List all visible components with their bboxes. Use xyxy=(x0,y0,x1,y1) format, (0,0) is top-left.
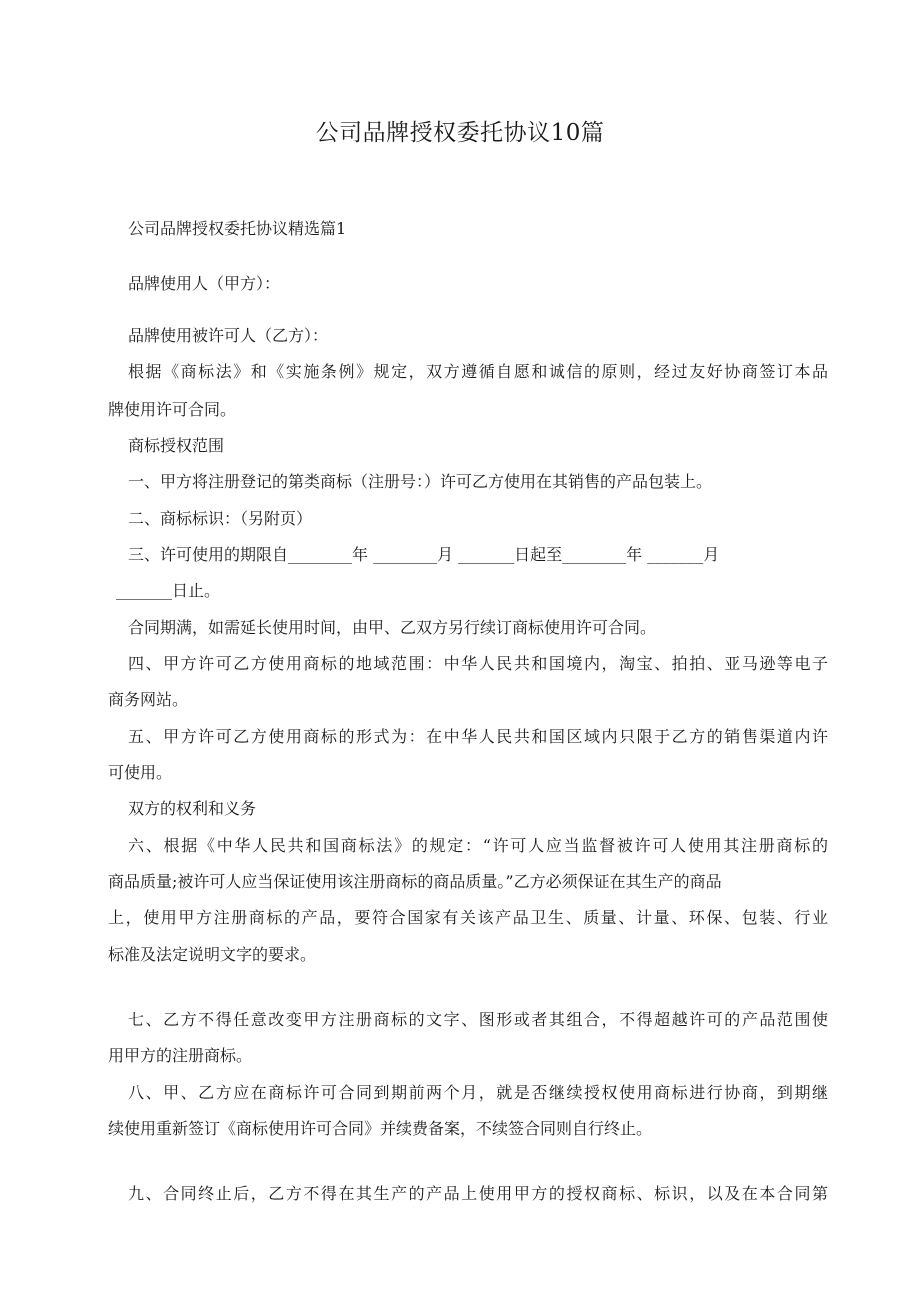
clause-5: 五、甲方许可乙方使用商标的形式为：在中华人民共和国区域内只限于乙方的销售渠道内许 xyxy=(128,727,828,746)
document-title: 公司品牌授权委托协议10篇 xyxy=(315,120,605,146)
clause-6-cont: 标准及法定说明文字的要求。 xyxy=(108,945,317,964)
subheading: 双方的权利和义务 xyxy=(128,799,257,818)
clause-8: 八、甲、乙方应在商标许可合同到期前两个月，就是否继续授权使用商标进行协商，到期继 xyxy=(128,1083,828,1102)
section-heading: 公司品牌授权委托协议精选篇1 xyxy=(128,219,347,238)
clause-3: 三、许可使用的期限自________年 ________月 _______日起至________年 _______月 xyxy=(128,545,720,564)
clause-6: 六、根据《中华人民共和国商标法》的规定：“许可人应当监督被许可人使用其注册商标的 xyxy=(128,836,828,855)
party-b-label: 品牌使用被许可人（乙方）： xyxy=(128,326,329,345)
clause-9: 九、合同终止后，乙方不得在其生产的产品上使用甲方的授权商标、标识，以及在本合同第 xyxy=(128,1184,828,1203)
clause-7: 七、乙方不得任意改变甲方注册商标的文字、图形或者其组合，不得超越许可的产品范围使 xyxy=(128,1010,828,1029)
clause-5-cont: 可使用。 xyxy=(108,763,173,782)
paragraph-line: 合同期满，如需延长使用时间，由甲、乙双方另行续订商标使用许可合同。 xyxy=(128,618,657,637)
clause-3-cont: _______日止。 xyxy=(116,581,221,600)
clause-6-cont: 商品质量;被许可人应当保证使用该注册商标的商品质量。”乙方必须保证在其生产的商品 xyxy=(108,872,722,891)
clause-4-cont: 商务网站。 xyxy=(108,690,189,709)
clause-1: 一、甲方将注册登记的第类商标（注册号：）许可乙方使用在其销售的产品包装上。 xyxy=(128,472,713,491)
clause-8-cont: 续使用重新签订《商标使用许可合同》并续费备案，不续签合同则自行终止。 xyxy=(108,1119,653,1138)
paragraph-line: 牌使用许可合同。 xyxy=(108,400,237,419)
subheading: 商标授权范围 xyxy=(128,436,225,455)
clause-7-cont: 用甲方的注册商标。 xyxy=(108,1046,253,1065)
clause-6-cont: 上，使用甲方注册商标的产品，要符合国家有关该产品卫生、质量、计量、环保、包装、行业 xyxy=(108,908,828,927)
clause-2: 二、商标标识：（另附页） xyxy=(128,509,313,528)
paragraph-line: 根据《商标法》和《实施条例》规定，双方遵循自愿和诚信的原则，经过友好协商签订本品 xyxy=(128,362,828,381)
clause-4: 四、甲方许可乙方使用商标的地域范围：中华人民共和国境内，淘宝、拍拍、亚马逊等电子 xyxy=(128,654,828,673)
party-a-label: 品牌使用人（甲方）： xyxy=(128,274,281,293)
